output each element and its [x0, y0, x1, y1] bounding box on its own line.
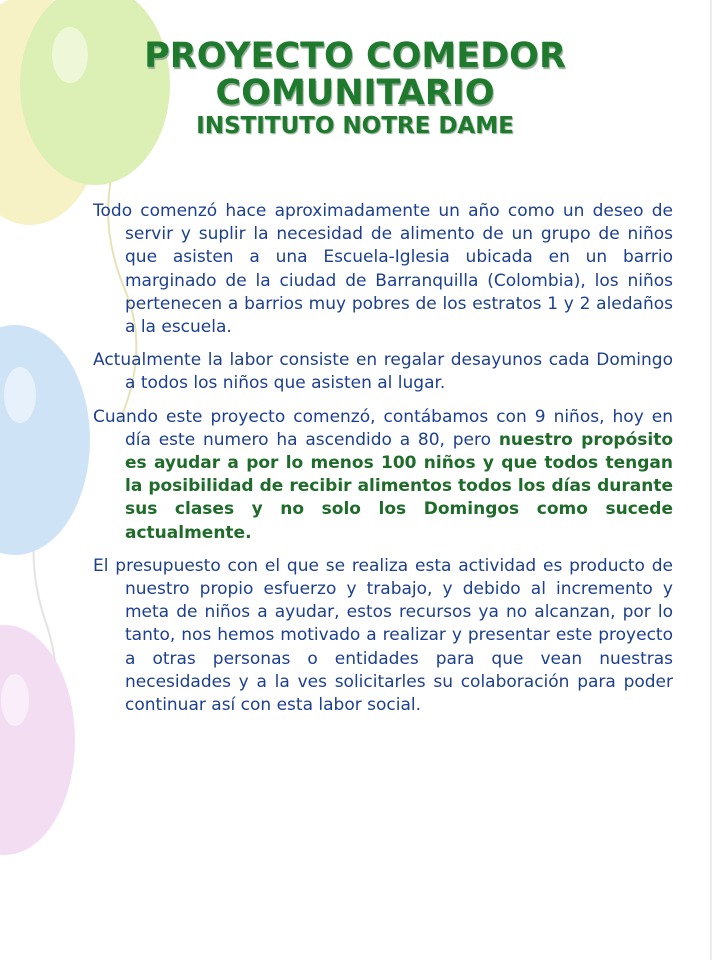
paragraph-3-text: Cuando este proyecto comenzó, contábamos con 9 niños, hoy en día este numero ha ascendido a 80, pero: [93, 406, 673, 450]
body-content: [93, 200, 673, 727]
right-edge-line: [710, 0, 712, 960]
paragraph-3: [93, 406, 673, 545]
balloon-blue: [0, 325, 90, 555]
title-line-2: COMUNITARIO: [215, 73, 495, 113]
balloon-pink: [0, 625, 75, 855]
title-block: [90, 38, 620, 140]
title-line-1: PROYECTO COMEDOR: [144, 36, 566, 76]
paragraph-3-emphasis: nuestro propósito es ayudar a por lo menos 100 niños y que todos tengan la posibilidad de recibir alimentos todos los días durante sus clases y no solo los Domingos como sucede actualmente.: [125, 429, 673, 543]
paragraph-2: Actualmente la labor consiste en regalar desayunos cada Domingo a todos los niños que asisten al lugar.: [93, 350, 673, 394]
paragraph-4: El presupuesto con el que se realiza esta actividad es producto de nuestro propio esfuerzo y trabajo, y debido al incremento y meta de niños a ayudar, estos recursos ya no alcanzan, por lo tanto, nos hemos motivado a realizar y presentar este proyecto a otras personas o entidades para que vean nuestras necesidades y a la ves solicitarles su colaboración para poder continuar así con esta labor social.: [93, 555, 673, 716]
balloon-pink-highlight: [1, 674, 29, 726]
paragraph-1: Todo comenzó hace aproximadamente un año como un deseo de servir y suplir la necesidad de alimento de un grupo de niños que asisten a una Escuela-Iglesia ubicada en un barrio marginado de la ciudad de Barranquilla (Colombia), los niños pertenecen a barrios muy pobres de los estratos 1 y 2 aledaños a la escuela.: [93, 201, 673, 338]
balloon-green-highlight: [52, 27, 88, 83]
subtitle: INSTITUTO NOTRE DAME: [196, 113, 514, 139]
balloon-blue-highlight: [4, 367, 36, 423]
